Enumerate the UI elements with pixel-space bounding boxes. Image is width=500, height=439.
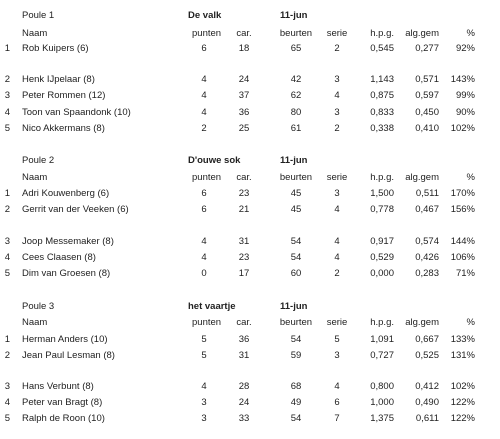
rank: 5 [4,268,10,279]
poule-title: Poule 2 [22,155,55,166]
table-row [0,122,500,135]
serie: 6 [334,397,340,408]
alggem: 0,667 [415,334,439,345]
rank: 1 [4,188,10,199]
poule-location: het vaartje [188,301,236,312]
hpg: 0,529 [370,252,394,263]
hpg: 1,091 [370,334,394,345]
serie: 2 [334,268,340,279]
beurten: 62 [290,90,302,101]
table-row [0,396,500,409]
table-row [0,349,500,362]
serie: 4 [334,252,340,263]
col-header-beurten: beurten [279,28,313,39]
punten: 6 [201,204,207,215]
player-name: Adri Kouwenberg (6) [22,188,110,199]
caramboles: 31 [238,236,250,247]
poule-2-title-row [0,154,500,167]
caramboles: 21 [238,204,250,215]
punten: 3 [201,413,207,424]
beurten: 54 [290,413,302,424]
hpg: 0,875 [370,90,394,101]
table-row [0,106,500,119]
punten: 0 [201,268,207,279]
beurten: 54 [290,334,302,345]
alggem: 0,611 [415,413,439,424]
player-name: Jean Paul Lesman (8) [22,350,115,361]
col-header-serie: serie [326,28,348,39]
col-header-car: car. [236,317,252,328]
player-name: Dim van Groesen (8) [22,268,111,279]
caramboles: 28 [238,381,250,392]
table-row [0,380,500,393]
player-name: Hans Verbunt (8) [22,381,94,392]
serie: 2 [334,123,340,134]
hpg: 0,833 [370,107,394,118]
col-header-alggem: alg.gem [405,172,439,183]
beurten: 68 [290,381,302,392]
beurten: 45 [290,188,302,199]
caramboles: 31 [238,350,250,361]
percentage: 122% [450,397,475,408]
serie: 7 [334,413,340,424]
percentage: 102% [450,123,475,134]
punten: 2 [201,123,207,134]
percentage: 71% [455,268,475,279]
beurten: 59 [290,350,302,361]
caramboles: 23 [238,252,250,263]
table-row [0,412,500,425]
player-name: Peter van Bragt (8) [22,397,103,408]
hpg: 0,917 [370,236,394,247]
poule-2-header-row [0,171,500,184]
caramboles: 36 [238,334,250,345]
hpg: 0,000 [370,268,394,279]
poule-date: 11-jun [280,10,308,21]
player-name: Nico Akkermans (8) [22,123,105,134]
alggem: 0,450 [415,107,439,118]
punten: 6 [201,43,207,54]
poule-3-title-row [0,300,500,313]
alggem: 0,490 [415,397,439,408]
poule-1-header-row [0,27,500,40]
rank: 5 [4,413,10,424]
caramboles: 24 [238,397,250,408]
player-name: Rob Kuipers (6) [22,43,89,54]
punten: 6 [201,188,207,199]
percentage: 170% [450,188,475,199]
serie: 3 [334,350,340,361]
table-row [0,203,500,216]
rank: 3 [4,90,10,101]
table-row [0,251,500,264]
punten: 4 [201,90,207,101]
poule-1-title-row [0,9,500,22]
percentage: 122% [450,413,475,424]
col-header-naam: Naam [22,317,48,328]
player-name: Gerrit van der Veeken (6) [22,204,129,215]
alggem: 0,574 [415,236,439,247]
poule-location: D'ouwe sok [188,155,241,166]
table-row [0,42,500,55]
table-row [0,267,500,280]
col-header-punten: punten [192,172,222,183]
punten: 4 [201,381,207,392]
serie: 4 [334,204,340,215]
beurten: 65 [290,43,302,54]
hpg: 1,000 [370,397,394,408]
serie: 4 [334,381,340,392]
table-row [0,73,500,86]
serie: 2 [334,43,340,54]
hpg: 0,778 [370,204,394,215]
percentage: 106% [450,252,475,263]
rank: 1 [4,43,10,54]
serie: 3 [334,74,340,85]
col-header-punten: punten [192,317,222,328]
poule-location: De valk [188,10,222,21]
percentage: 90% [455,107,475,118]
serie: 4 [334,236,340,247]
col-header-pct: % [466,28,475,39]
col-header-beurten: beurten [279,317,313,328]
rank: 2 [4,74,10,85]
caramboles: 24 [238,74,250,85]
alggem: 0,571 [415,74,439,85]
serie: 4 [334,90,340,101]
table-row [0,89,500,102]
player-name: Cees Claasen (8) [22,252,96,263]
poule-title: Poule 1 [22,10,55,21]
rank: 2 [4,204,10,215]
hpg: 0,545 [370,43,394,54]
percentage: 131% [450,350,475,361]
poule-title: Poule 3 [22,301,55,312]
percentage: 144% [450,236,475,247]
col-header-naam: Naam [22,28,48,39]
table-row [0,235,500,248]
punten: 5 [201,334,207,345]
col-header-naam: Naam [22,172,48,183]
punten: 4 [201,107,207,118]
beurten: 49 [290,397,302,408]
poule-date: 11-jun [280,155,308,166]
beurten: 54 [290,236,302,247]
player-name: Peter Rommen (12) [22,90,106,101]
caramboles: 25 [238,123,250,134]
serie: 3 [334,107,340,118]
col-header-hpg: h.p.g. [370,172,394,183]
beurten: 60 [290,268,302,279]
rank: 4 [4,107,10,118]
col-header-punten: punten [192,28,222,39]
col-header-alggem: alg.gem [405,317,439,328]
col-header-alggem: alg.gem [405,28,439,39]
col-header-car: car. [236,172,252,183]
punten: 5 [201,350,207,361]
rank: 3 [4,381,10,392]
alggem: 0,525 [415,350,439,361]
col-header-car: car. [236,28,252,39]
alggem: 0,410 [415,123,439,134]
col-header-hpg: h.p.g. [370,317,394,328]
percentage: 143% [450,74,475,85]
col-header-serie: serie [326,172,348,183]
hpg: 0,800 [370,381,394,392]
alggem: 0,277 [415,43,439,54]
rank: 5 [4,123,10,134]
player-name: Toon van Spaandonk (10) [22,107,131,118]
hpg: 1,143 [370,74,394,85]
col-header-pct: % [466,172,475,183]
hpg: 1,375 [370,413,394,424]
alggem: 0,467 [415,204,439,215]
table-row [0,187,500,200]
caramboles: 17 [238,268,250,279]
alggem: 0,283 [415,268,439,279]
punten: 4 [201,74,207,85]
percentage: 99% [455,90,475,101]
col-header-pct: % [466,317,475,328]
hpg: 0,338 [370,123,394,134]
percentage: 92% [455,43,475,54]
rank: 3 [4,236,10,247]
caramboles: 36 [238,107,250,118]
table-row [0,333,500,346]
beurten: 80 [290,107,302,118]
serie: 3 [334,188,340,199]
caramboles: 23 [238,188,250,199]
alggem: 0,412 [415,381,439,392]
rank: 2 [4,350,10,361]
col-header-beurten: beurten [279,172,313,183]
caramboles: 33 [238,413,250,424]
serie: 5 [334,334,340,345]
alggem: 0,426 [415,252,439,263]
rank: 4 [4,397,10,408]
beurten: 42 [290,74,302,85]
beurten: 54 [290,252,302,263]
beurten: 45 [290,204,302,215]
rank: 1 [4,334,10,345]
col-header-hpg: h.p.g. [370,28,394,39]
caramboles: 37 [238,90,250,101]
poule-date: 11-jun [280,301,308,312]
poule-3-header-row [0,316,500,329]
punten: 4 [201,252,207,263]
player-name: Herman Anders (10) [22,334,108,345]
alggem: 0,597 [415,90,439,101]
hpg: 0,727 [370,350,394,361]
percentage: 133% [450,334,475,345]
player-name: Henk IJpelaar (8) [22,74,95,85]
rank: 4 [4,252,10,263]
punten: 4 [201,236,207,247]
alggem: 0,511 [415,188,439,199]
caramboles: 18 [238,43,250,54]
percentage: 156% [450,204,475,215]
punten: 3 [201,397,207,408]
beurten: 61 [290,123,302,134]
player-name: Joop Messemaker (8) [22,236,114,247]
player-name: Ralph de Roon (10) [22,413,105,424]
hpg: 1,500 [370,188,394,199]
percentage: 102% [450,381,475,392]
col-header-serie: serie [326,317,348,328]
